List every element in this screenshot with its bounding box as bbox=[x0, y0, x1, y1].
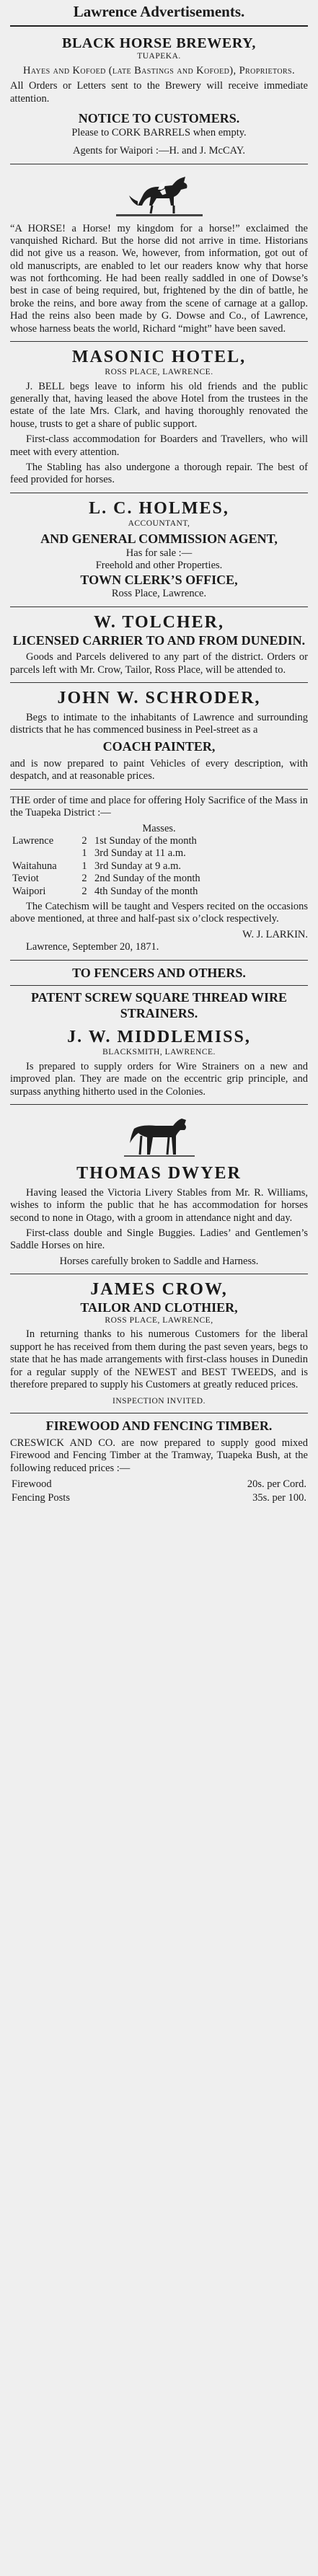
mass-date: Lawrence, September 20, 1871. bbox=[26, 941, 159, 953]
dwyer-broken: Horses carefully broken to Saddle and Harness. bbox=[59, 1255, 259, 1267]
table-row: Waipori 2 4th Sunday of the month bbox=[12, 885, 198, 897]
masonic-address: ROSS PLACE, LAWRENCE. bbox=[105, 367, 213, 376]
page-title: Lawrence Advertisements. bbox=[10, 3, 308, 27]
crow-ad bbox=[10, 1274, 308, 1413]
divider bbox=[10, 985, 308, 986]
masonic-name: MASONIC HOTEL, bbox=[71, 348, 247, 367]
mass-label: Masses. bbox=[142, 822, 176, 834]
notice-text: Please to CORK BARRELS when empty. bbox=[71, 126, 247, 138]
tolcher-name: W. TOLCHER, bbox=[94, 612, 224, 632]
table-row: Lawrence 2 1st Sunday of the month bbox=[12, 835, 197, 847]
brewery-town: TUAPEKA. bbox=[137, 52, 181, 61]
brewery-ad bbox=[10, 30, 308, 164]
crow-name: JAMES CROW, bbox=[90, 1280, 228, 1300]
holmes-sale: Has for sale :— bbox=[125, 547, 193, 559]
crow-inspection: INSPECTION INVITED. bbox=[112, 1397, 206, 1406]
dwyer-body: Having leased the Victoria Livery Stables from Mr. R. Williams, wishes to inform the public that he has accommodation for horses second to none in Otago, with a groom in attendance night and day. bbox=[10, 1186, 308, 1224]
brewery-name: BLACK HORSE BREWERY, bbox=[62, 35, 256, 52]
firewood-body: CRESWICK AND CO. are now prepared to supply good mixed Firewood and Fencing Timber at the Tramway, Tuapeka Bush, at the following reduced prices :— bbox=[10, 1437, 308, 1474]
mass-note: The Catechism will be taught and Vespers recited on the occasions above mentioned, at three and half-past six o’clock respectively. bbox=[10, 900, 308, 925]
table-row: Fencing Posts 35s. per 100. bbox=[12, 1492, 306, 1504]
table-row: Waitahuna 1 3rd Sunday at 9 a.m. bbox=[12, 860, 182, 872]
schroder-name: JOHN W. SCHRODER, bbox=[57, 688, 261, 707]
masonic-body: J. BELL begs leave to inform his old friends and the public generally that, having leased the above Hotel from the trustees in the estate of the late Mrs. Clark, and having thoroughly renovated the house, trusts to get a share of public support. bbox=[10, 380, 308, 430]
middlemiss-body: Is prepared to supply orders for Wire Strainers on a new and improved plan. They are made on the eccentric grip principle, and surpass anything hitherto used in the Colonies. bbox=[10, 1060, 308, 1098]
table-row: 1 3rd Sunday at 11 a.m. bbox=[81, 847, 186, 860]
horse-story-text: “A HORSE! a Horse! my kingdom for a horse!” exclaimed the vanquished Richard. But the horse did not arrive in time. Historians did not give us a reason. We, however, from information, got out of old manuscripts, are enabled to let our readers know why that horse was not forthcoming. He had been really saddled in one of Dowse’s best in case of being required, but, frightened by the din of battle, he broke the reins, and bore away from the scene of carnage at a gallop. Had the reins also been made by G. Dowse and Co., of Lawrence, whose harness beats the world, Richard “might” have been saved. bbox=[10, 222, 308, 335]
brewery-owners: Hayes and Kofoed (late Bastings and Kofoed), Proprietors. bbox=[22, 64, 296, 76]
table-row: Teviot 2 2nd Sunday of the month bbox=[12, 873, 200, 885]
holmes-line: AND GENERAL COMMISSION AGENT, bbox=[40, 531, 278, 547]
masonic-hotel-ad bbox=[10, 342, 308, 493]
middlemiss-header: TO FENCERS AND OTHERS. bbox=[72, 965, 246, 980]
tolcher-title: LICENSED CARRIER TO AND FROM DUNEDIN. bbox=[12, 632, 306, 648]
mass-intro: THE order of time and place for offering Holy Sacrifice of the Mass in the Tuapeka District :— bbox=[10, 794, 308, 819]
crow-address: ROSS PLACE, LAWRENCE, bbox=[105, 1315, 213, 1325]
masonic-stable: The Stabling has also undergone a thorough repair. The best of feed provided for horses. bbox=[10, 461, 308, 486]
schroder-outro: and is now prepared to paint Vehicles of every description, with despatch, and at reasonable prices. bbox=[10, 758, 308, 782]
mass-table bbox=[10, 835, 308, 898]
holmes-name: L. C. HOLMES, bbox=[89, 498, 229, 518]
firewood-price-table bbox=[10, 1478, 308, 1506]
holmes-office: TOWN CLERK’S OFFICE, bbox=[80, 572, 238, 587]
holmes-address: Ross Place, Lawrence. bbox=[111, 588, 207, 600]
tolcher-body: Goods and Parcels delivered to any part of the district. Orders or parcels left with Mr. Crow, Tailor, Ross Place, will be attended to. bbox=[10, 651, 308, 676]
standing-horse-icon bbox=[120, 1114, 199, 1159]
holmes-items: Freehold and other Properties. bbox=[95, 560, 223, 572]
dwyer-buggies: First-class double and Single Buggies. Ladies’ and Gentlemen’s Saddle Horses on hire. bbox=[10, 1227, 308, 1252]
crow-body: In returning thanks to his numerous Customers for the liberal support he has received from them during the past seven years, begs to state that he has made arrangements with first-class houses in Dunedin for a regular supply of the NEWEST and BEST TWEEDS, and is therefore prepared to supply his Customers at greatly reduced prices. bbox=[10, 1328, 308, 1390]
mass-signature: W. J. LARKIN. bbox=[242, 928, 308, 940]
mass-schedule-ad bbox=[10, 790, 308, 961]
middlemiss-name: J. W. MIDDLEMISS, bbox=[67, 1028, 251, 1047]
schroder-intro: Begs to intimate to the inhabitants of Lawrence and surrounding districts that he has commenced business in Peel-street as a bbox=[10, 711, 308, 736]
horse-illustration bbox=[10, 1110, 308, 1163]
middlemiss-product: PATENT SCREW SQUARE THREAD WIRE STRAINERS. bbox=[30, 990, 288, 1020]
brewery-agents: Agents for Waipori :—H. and J. McCAY. bbox=[72, 145, 246, 157]
middlemiss-trade: BLACKSMITH, LAWRENCE. bbox=[102, 1048, 216, 1057]
rearing-horse-icon bbox=[116, 174, 203, 219]
dwyer-ad bbox=[10, 1105, 308, 1274]
harness-ad bbox=[10, 164, 308, 343]
brewery-note: All Orders or Letters sent to the Brewery will receive immediate attention. bbox=[10, 80, 308, 105]
schroder-ad bbox=[10, 683, 308, 790]
crow-trade: TAILOR AND CLOTHIER, bbox=[80, 1300, 238, 1315]
holmes-title: ACCOUNTANT, bbox=[128, 519, 190, 528]
holmes-ad bbox=[10, 493, 308, 607]
middlemiss-ad bbox=[10, 961, 308, 1106]
horse-illustration bbox=[10, 169, 308, 223]
firewood-header: FIREWOOD AND FENCING TIMBER. bbox=[45, 1419, 273, 1434]
dwyer-name: THOMAS DWYER bbox=[76, 1164, 242, 1183]
notice-title: NOTICE TO CUSTOMERS. bbox=[78, 111, 240, 126]
masonic-accom: First-class accommodation for Boarders and Travellers, who will meet with every attention. bbox=[10, 433, 308, 458]
tolcher-ad bbox=[10, 607, 308, 683]
firewood-ad bbox=[10, 1413, 308, 1512]
table-row: Firewood 20s. per Cord. bbox=[12, 1478, 306, 1490]
schroder-trade: COACH PAINTER, bbox=[102, 739, 216, 754]
